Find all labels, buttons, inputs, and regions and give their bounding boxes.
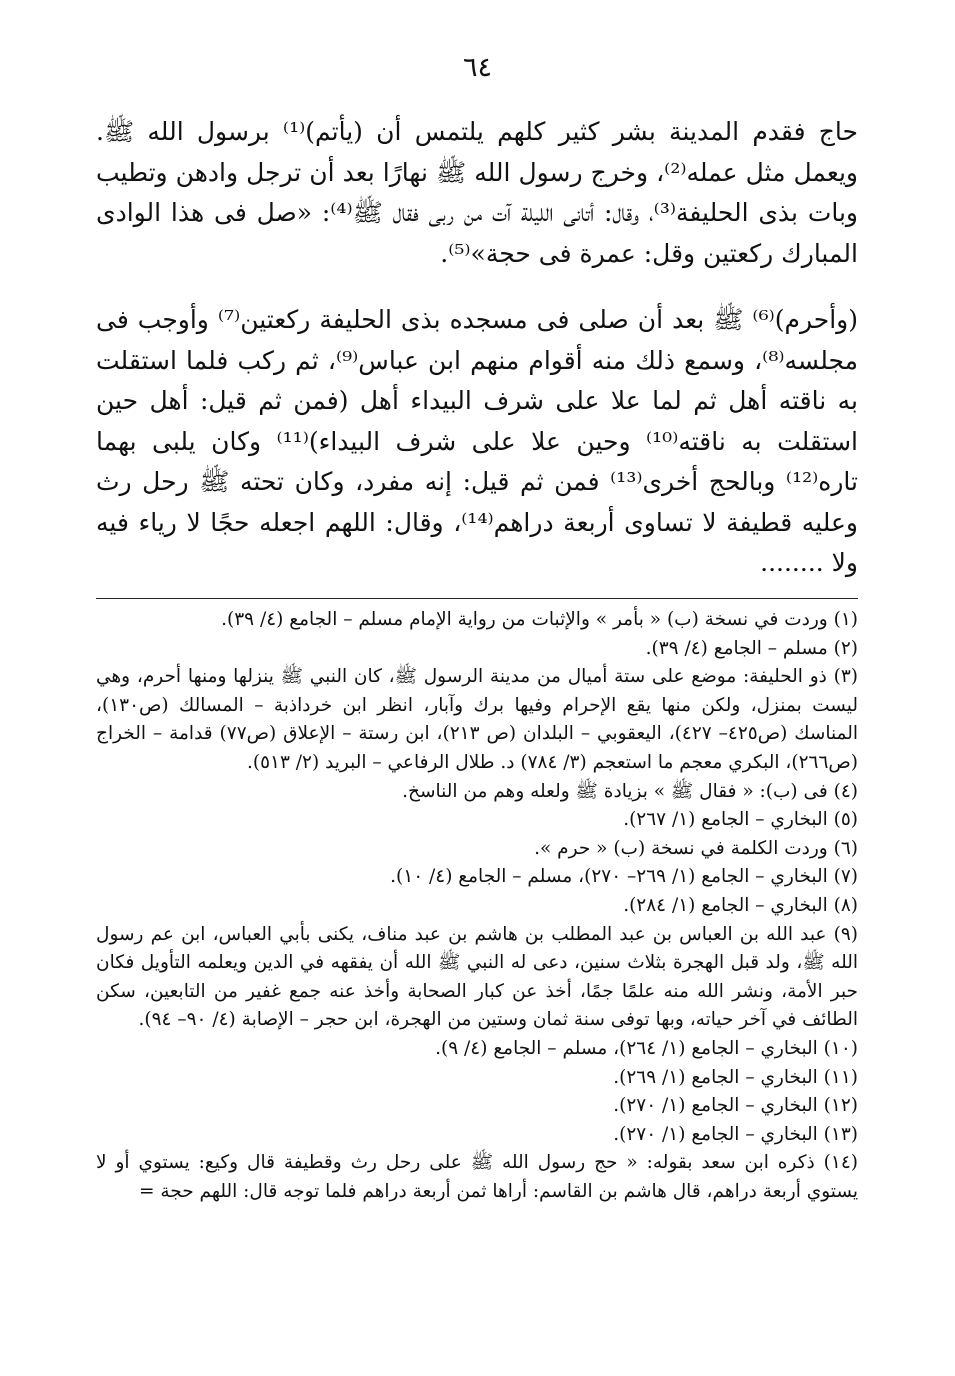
main-text: [96, 112, 858, 584]
footnote-10: (١٠) البخاري – الجامع (١/ ٢٦٤)، مسلم – الجامع (٤/ ٩).: [435, 1037, 858, 1059]
paragraph-2: (وأحرم)⁽⁶⁾ ﷺ بعد أن صلى فى مسجده بذى الحليفة ركعتين⁽⁷⁾ وأوجب فى مجلسه⁽⁸⁾، وسمع ذلك منه أقوام منهم ابن عباس⁽⁹⁾، ثم ركب فلما استقلت به ناقته أهل ثم لما علا على شرف البيداء أهل (فمن ثم قيل: أهل حين استقلت به ناقته⁽¹⁰⁾ وحين علا على شرف البيداء)⁽¹¹⁾ وكان يلبى بهما تاره⁽¹²⁾ وبالحج أخرى⁽¹³⁾ فمن ثم قيل: إنه مفرد، وكان تحته ﷺ رحل رث وعليه قطيفة لا تساوى أربعة دراهم⁽¹⁴⁾، وقال: اللهم اجعله حجًا لا رياء فيه ولا ........: [96, 305, 859, 577]
footnotes: [96, 606, 858, 1206]
paragraph-spacer: [96, 274, 858, 300]
footnote-2: (٢) مسلم – الجامع (٤/ ٣٩).: [645, 637, 858, 659]
footnote-7: (٧) البخاري – الجامع (١/ ٢٦٩– ٢٧٠)، مسلم – الجامع (٤/ ١٠).: [390, 866, 858, 888]
footnote-4: (٤) فى (ب): « فقال ﷺ » بزيادة ﷺ ولعله وهم من الناسخ.: [402, 780, 858, 802]
footnote-3: (٣) ذو الحليفة: موضع على ستة أميال من مدينة الرسول ﷺ، كان النبي ﷺ ينزلها ومنها أحرم، وهي ليست بمنزل، ولكن منها يقع الإحرام وفيها برك وآبار، انظر ابن خرداذبة – المسالك (ص١٣٠)، المناسك (ص٤٢٥– ٤٢٧)، اليعقوبي – البلدان (ص ٢١٣)، ابن رستة – الإعلاق (ص٧٧) قدامة – الخراج (ص٢٦٦)، البكري معجم ما استعجم (٣/ ٧٨٤) د. طلال الرفاعي – البريد (٢/ ٥١٣).: [96, 666, 859, 773]
footnote-13: (١٣) البخاري – الجامع (١/ ٢٧٠).: [613, 1123, 858, 1145]
footnote-6: (٦) وردت الكلمة في نسخة (ب) « حرم ».: [534, 837, 858, 859]
footnote-9: (٩) عبد الله بن العباس بن عبد المطلب بن هاشم بن عبد مناف، يكنى بأبي العباس، ابن عم رسول الله ﷺ، ولد قبل الهجرة بثلاث سنين، دعى له النبي ﷺ الله أن يفقهه في الدين ويعلمه التأويل فكان حبر الأمة، ونشر الله منه علمًا جمًا، أخذ عن كبار الصحابة وأخذ عنه جمع غفير من التابعين، سكن الطائف في آخر حياته، وبها توفى سنة ثمان وستين من الهجرة، ابن حجر – الإصابة (٤/ ٩٠– ٩٤).: [96, 923, 858, 1031]
paragraph-1: حاج فقدم المدينة بشر كثير كلهم يلتمس أن (يأتم)⁽¹⁾ برسول الله ﷺ. ويعمل مثل عمله⁽²⁾، وخرج رسول الله ﷺ نهارًا بعد أن ترجل وادهن وتطيب وبات بذى الحليفة⁽³⁾، وقال: أتانى الليلة آت من ربى فقال ﷺ⁽⁴⁾: «صل فى هذا الوادى المبارك ركعتين وقل: عمرة فى حجة»⁽⁵⁾.: [96, 117, 858, 268]
footnote-5: (٥) البخاري – الجامع (١/ ٢٦٧).: [623, 809, 858, 831]
footnote-11: (١١) البخاري – الجامع (١/ ٢٦٩).: [613, 1066, 858, 1088]
footnote-14: (١٤) ذكره ابن سعد بقوله: « حج رسول الله ﷺ على رحل رث وقطيفة قال وكيع: يستوي أو لا يستوي أربعة دراهم، قال هاشم بن القاسم: أراها ثمن أربعة دراهم فلما توجه قال: اللهم حجة =: [96, 1152, 858, 1202]
footnote-separator: [96, 598, 858, 599]
footnote-1: (١) وردت في نسخة (ب) « بأمر » والإثبات من رواية الإمام مسلم – الجامع (٤/ ٣٩).: [221, 609, 858, 630]
footnote-8: (٨) البخاري – الجامع (١/ ٢٨٤).: [623, 894, 858, 916]
footnote-12: (١٢) البخاري – الجامع (١/ ٢٧٠).: [613, 1095, 858, 1117]
page-number: ٦٤: [462, 52, 492, 83]
